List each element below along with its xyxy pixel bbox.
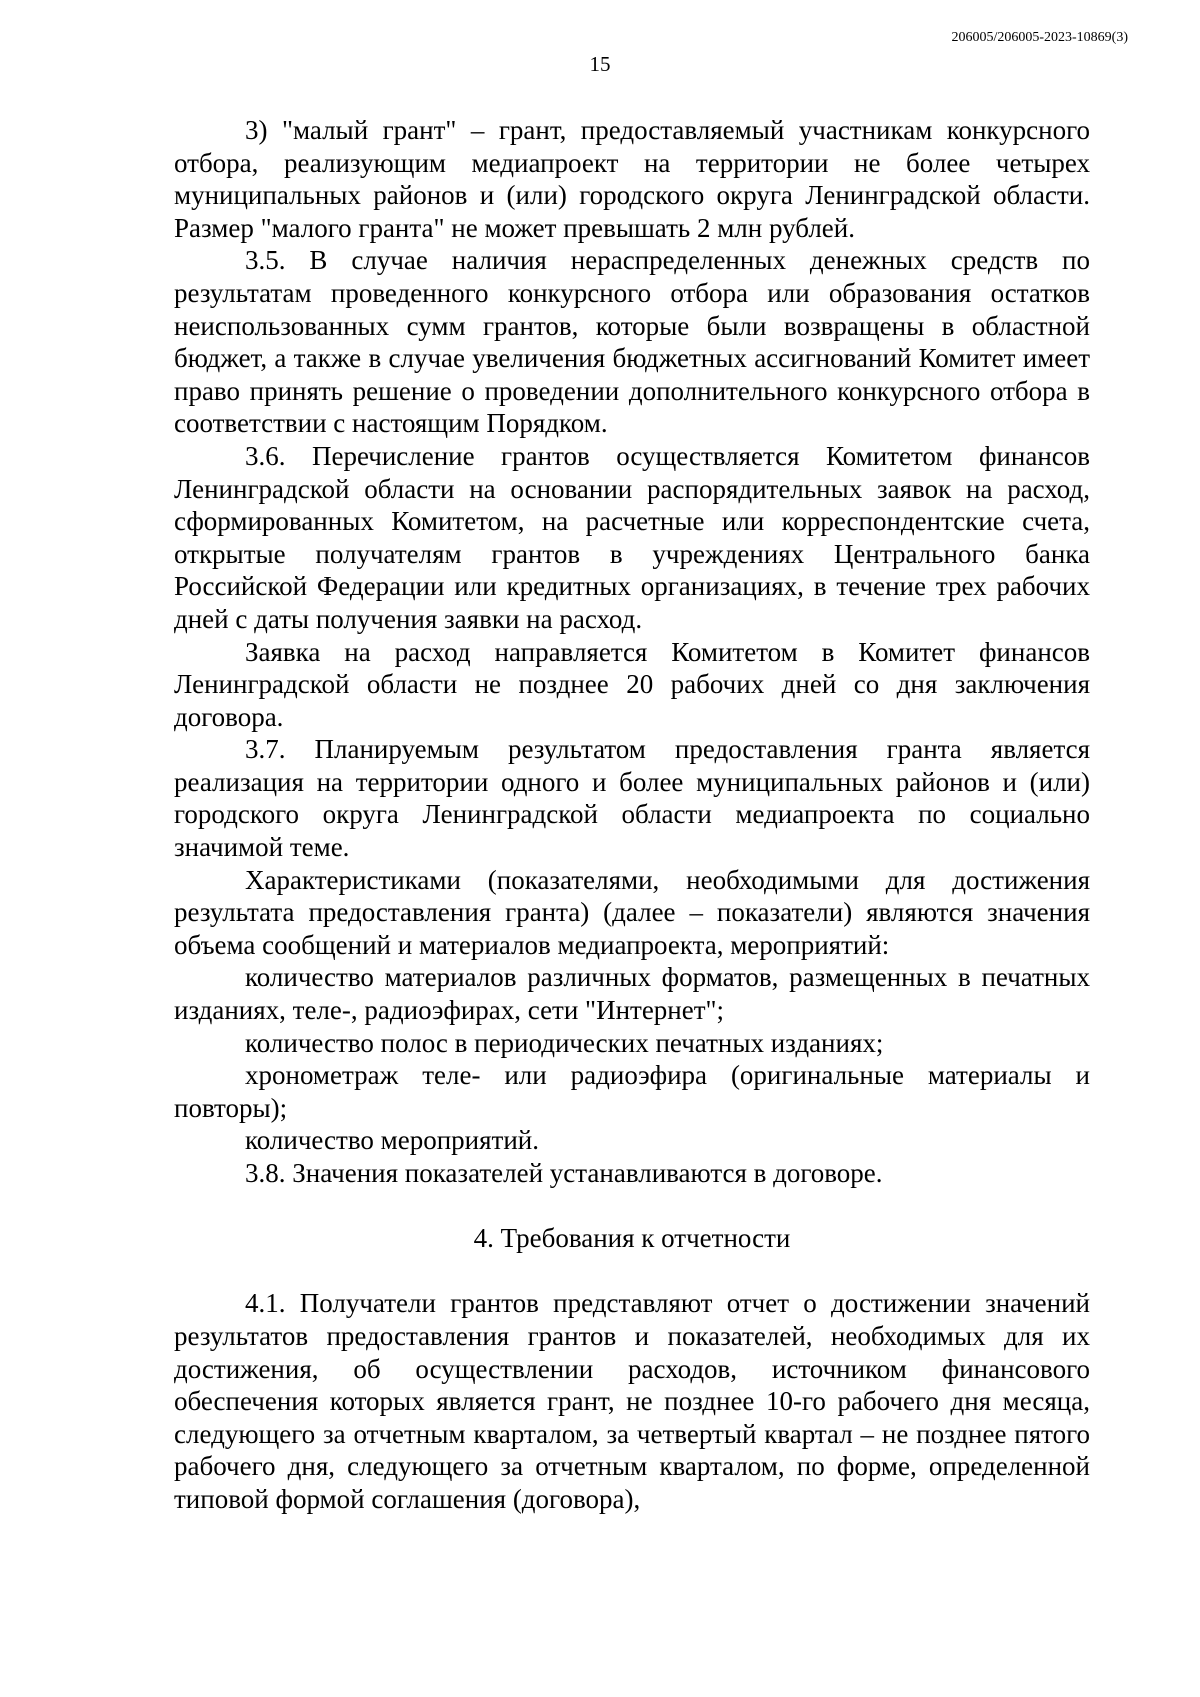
list-item-pages-count: количество полос в периодических печатных изданиях; bbox=[245, 1027, 884, 1058]
paragraph-3-5: 3.5. В случае наличия нераспределенных денежных средств по результатам проведенного конкурсного отбора или образования остатков неиспользованных сумм грантов, которые были возвращены в областной бюджет, а также в случае увеличения бюджетных ассигнований Комитет имеет право принять решение о проведении дополнительного конкурсного отбора в соответствии с настоящим Порядком. bbox=[174, 245, 1090, 439]
paragraph-3-7: 3.7. Планируемым результатом предоставления гранта является реализация на территории одного и более муниципальных районов и (или) городского округа Ленинградской области медиапроекта по социально значимой теме. bbox=[174, 734, 1090, 863]
section-heading: 4. Требования к отчетности bbox=[473, 1223, 791, 1254]
paragraph-small-grant: 3) "малый грант" – грант, предоставляемый участникам конкурсного отбора, реализующим медиапроект на территории не более четырех муниципальных районов и (или) городского округа Ленинградской области. Размер "малого гранта" не может превышать 2 млн рублей. bbox=[174, 115, 1090, 243]
paragraph-characteristics: Характеристиками (показателями, необходимыми для достижения результата предоставления гранта) (далее – показатели) являются значения объема сообщений и материалов медиапроекта, мероприятий: bbox=[174, 864, 1090, 960]
paragraph-4-1: 4.1. Получатели грантов представляют отчет о достижении значений результатов предоставления грантов и показателей, необходимых для их достижения, об осуществлении расходов, источником финансового обеспечения которых является грант, не позднее 10-го рабочего дня месяца, следующего за отчетным кварталом, за четвертый квартал – не позднее пятого рабочего дня, следующего за отчетным кварталом, по форме, определенной типовой формой соглашения (договора), bbox=[174, 1288, 1090, 1514]
list-item-events-count: количество мероприятий. bbox=[245, 1125, 539, 1156]
document-body bbox=[174, 114, 1090, 1516]
list-item-airtime: хронометраж теле- или радиоэфира (оригинальные материалы и повторы); bbox=[174, 1060, 1090, 1123]
page-number: 15 bbox=[589, 52, 611, 76]
paragraph-expense-request: Заявка на расход направляется Комитетом в Комитет финансов Ленинградской области не позднее 20 рабочих дней со дня заключения договора. bbox=[174, 636, 1090, 732]
document-id: 206005/206005-2023-10869(3) bbox=[951, 30, 1128, 45]
paragraph-3-6: 3.6. Перечисление грантов осуществляется Комитетом финансов Ленинградской области на основании распорядительных заявок на расход, сформированных Комитетом, на расчетные или корреспондентские счета, открытые получателям грантов в учреждениях Центрального банка Российской Федерации или кредитных организациях, в течение трех рабочих дней с даты получения заявки на расход. bbox=[174, 440, 1090, 634]
paragraph-3-8: 3.8. Значения показателей устанавливаются в договоре. bbox=[245, 1158, 883, 1188]
list-item-materials-count: количество материалов различных форматов, размещенных в печатных изданиях, теле-, радиоэфирах, сети "Интернет"; bbox=[174, 962, 1090, 1026]
